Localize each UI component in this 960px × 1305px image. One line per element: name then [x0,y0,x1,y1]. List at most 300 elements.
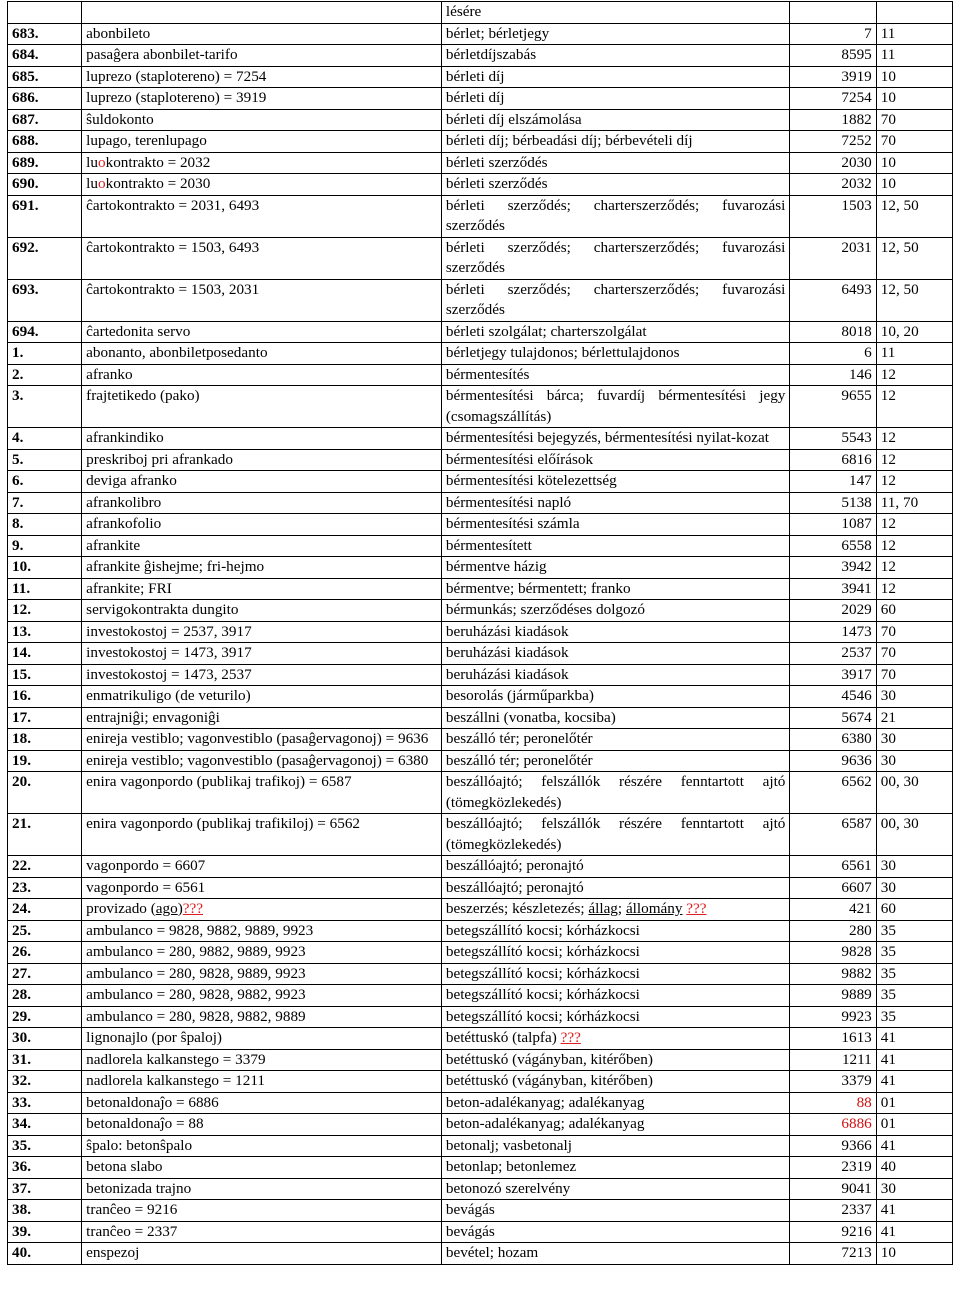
hungarian-term-text: bérmentesítési bárca; fuvardíj bérmentesítési jegy (csomagszállítás) [445,387,786,425]
category-code [876,237,952,279]
reference-number-text: 280 [848,921,872,939]
hungarian-term [441,2,790,24]
category-code [876,814,952,856]
reference-number-text: 3919 [841,67,872,85]
esperanto-term [82,643,442,665]
hungarian-term [441,1221,790,1243]
entry-number-text: 690. [12,175,39,192]
hungarian-term-segment[interactable]: ??? [686,900,707,917]
entry-number-text: 16. [12,687,31,704]
reference-number-text: 88 [856,1093,872,1111]
reference-number [790,985,876,1007]
category-code [876,1092,952,1114]
hungarian-term-text: bérletjegy tulajdonos; bérlettulajdonos [445,344,680,361]
reference-number-text: 8018 [841,322,872,340]
esperanto-term-text: vagonpordo = 6607 [86,857,206,874]
hungarian-term-text: betegszállító kocsi; kórházkocsi [445,921,640,939]
reference-number [790,343,876,365]
entry-number [8,174,82,196]
table-row [8,557,953,579]
table-row [8,920,953,942]
entry-number-text: 20. [12,773,31,790]
reference-number [790,45,876,67]
hungarian-term-text: bérletdíjszabás [445,46,537,63]
entry-number [8,45,82,67]
hungarian-term [441,899,790,921]
entry-number [8,23,82,45]
hungarian-term [441,1006,790,1028]
category-code-text: 30 [880,751,896,769]
hungarian-term-segment[interactable]: ??? [560,1029,581,1046]
table-row [8,578,953,600]
esperanto-term-text: ŝpalo: betonŝpalo [86,1136,193,1154]
reference-number [790,1157,876,1179]
esperanto-term-text: enmatrikuligo (de veturilo) [86,687,251,704]
esperanto-term-text: nadlorela kalkanstego = 3379 [86,1050,266,1068]
hungarian-term [441,428,790,450]
reference-number-text: 9366 [841,1136,872,1154]
table-row [8,237,953,279]
entry-number [8,109,82,131]
hungarian-term-text: betonozó szerelvény [445,1179,571,1197]
reference-number [790,109,876,131]
reference-number [790,279,876,321]
entry-number [8,920,82,942]
category-code [876,471,952,493]
esperanto-term [82,514,442,536]
reference-number [790,686,876,708]
esperanto-term [82,772,442,814]
reference-number [790,963,876,985]
esperanto-term [82,1049,442,1071]
category-code-text: 30 [880,687,896,704]
entry-number-text: 686. [12,89,39,106]
reference-number-text: 1087 [841,515,872,532]
reference-number-text: 6493 [841,280,872,298]
hungarian-term-text: besorolás (járműparkba) [445,687,594,704]
esperanto-term-text: betonaldonaĵo = 88 [86,1115,204,1132]
entry-number [8,686,82,708]
reference-number [790,1135,876,1157]
reference-number [790,557,876,579]
category-code-text: 35 [880,964,896,982]
esperanto-term-text: afrankite ĝishejme; fri-hejmo [86,558,265,575]
reference-number [790,428,876,450]
hungarian-term-text: betegszállító kocsi; kórházkocsi [445,1007,640,1025]
esperanto-term-text: ambulanco = 280, 9882, 9889, 9923 [86,943,306,960]
table-row [8,152,953,174]
category-code [876,1157,952,1179]
esperanto-term [82,109,442,131]
category-code-text: 60 [880,900,896,917]
hungarian-term [441,152,790,174]
reference-number-text: 7252 [841,132,872,149]
hungarian-term [441,23,790,45]
reference-number-text: 8595 [841,46,872,63]
entry-number-text: 28. [12,986,31,1003]
hungarian-term-segment[interactable]: állomány [625,900,683,917]
table-row [8,1178,953,1200]
reference-number [790,729,876,751]
hungarian-term [441,686,790,708]
category-code-text: 41 [880,1050,896,1068]
esperanto-term [82,174,442,196]
esperanto-term [82,1200,442,1222]
table-row [8,23,953,45]
reference-number-text: 9041 [841,1179,872,1197]
table-row [8,279,953,321]
reference-number [790,386,876,428]
esperanto-term [82,386,442,428]
esperanto-term-text: luprezo (staplotereno) = 3919 [86,89,267,106]
esperanto-term [82,963,442,985]
entry-number-text: 22. [12,857,31,874]
esperanto-term [82,1114,442,1136]
esperanto-term [82,1071,442,1093]
table-row [8,428,953,450]
hungarian-term-text: beszálló tér; peronelőtér [445,751,593,769]
esperanto-term-text: enira vagonpordo (publikaj trafikoj) = 6587 [86,773,352,790]
esperanto-term [82,428,442,450]
category-code-text: 11 [880,344,896,361]
reference-number [790,237,876,279]
hungarian-term-text: bérmentesítési kötelezettség [445,472,617,489]
reference-number-text: 3917 [841,665,872,683]
esperanto-term-text: enira vagonpordo (publikaj trafikiloj) = 6562 [86,815,361,832]
entry-number-text: 6. [12,472,24,489]
category-code [876,750,952,772]
entry-number-text: 11. [12,579,31,597]
category-code [876,2,952,24]
hungarian-term-text: bérmentesítési számla [445,515,580,532]
reference-number [790,707,876,729]
reference-number-text: 9216 [841,1222,872,1240]
reference-number [790,321,876,343]
hungarian-term-text: bérleti szerződés; charterszerződés; fuvarozási szerződés [445,196,786,234]
entry-number-text: 35. [12,1136,31,1154]
hungarian-term-text: beszállóajtó; peronajtó [445,857,584,874]
category-code [876,1200,952,1222]
entry-number [8,942,82,964]
hungarian-term-text: bérlet; bérletjegy [445,24,550,42]
hungarian-term [441,1157,790,1179]
category-code [876,386,952,428]
category-code-text: 10 [880,175,896,192]
hungarian-term [441,174,790,196]
reference-number [790,2,876,24]
table-row [8,449,953,471]
category-code [876,600,952,622]
hungarian-term [441,557,790,579]
hungarian-term [441,707,790,729]
reference-number [790,535,876,557]
hungarian-term [441,514,790,536]
table-row [8,45,953,67]
esperanto-term [82,814,442,856]
category-code-text: 12 [880,579,896,597]
esperanto-term-text: ĉartedonita servo [86,322,191,340]
esperanto-term-text: betonaldonaĵo = 6886 [86,1093,219,1111]
category-code-text: 10 [880,153,896,171]
table-row [8,963,953,985]
hungarian-term-text: betéttuskó (vágányban, kitérőben) [445,1050,653,1068]
category-code-text: 70 [880,644,896,661]
hungarian-term-text: bérmentesítési bejegyzés, bérmentesítési nyilat-kozat [445,429,769,446]
category-code-text: 01 [880,1093,896,1111]
esperanto-term [82,471,442,493]
hungarian-term [441,88,790,110]
hungarian-term [441,364,790,386]
hungarian-term-segment[interactable]: állag [588,900,618,917]
hungarian-term [441,1114,790,1136]
esperanto-term-text: afrankindiko [86,429,164,446]
esperanto-term-text: tranĉeo = 2337 [86,1222,178,1240]
esperanto-term-segment: provizado ( [86,900,156,917]
category-code [876,109,952,131]
table-row [8,195,953,237]
table-row [8,1028,953,1050]
category-code-text: 01 [880,1115,896,1132]
table-row [8,686,953,708]
esperanto-term [82,492,442,514]
category-code-text: 10 [880,67,896,85]
table-row [8,1114,953,1136]
category-code-text: 12 [880,515,896,532]
entry-number-text: 32. [12,1072,31,1089]
reference-number-text: 421 [848,900,872,917]
esperanto-term [82,45,442,67]
entry-number [8,985,82,1007]
reference-number-text: 2319 [841,1158,872,1175]
hungarian-term [441,856,790,878]
table-row [8,750,953,772]
esperanto-term-segment[interactable]: ??? [182,900,203,917]
reference-number [790,1006,876,1028]
esperanto-term-segment: o [98,153,106,171]
hungarian-term-text: bérleti díj elszámolása [445,110,582,128]
category-code-text: 12 [880,558,896,575]
reference-number-text: 9828 [841,943,872,960]
entry-number [8,131,82,153]
entry-number-text: 2. [12,365,24,383]
esperanto-term [82,1221,442,1243]
category-code-text: 35 [880,1007,896,1025]
entry-number-text: 40. [12,1244,31,1261]
esperanto-term-segment: lu [86,153,98,171]
entry-number [8,557,82,579]
reference-number [790,1071,876,1093]
category-code-text: 12 [880,429,896,446]
category-code-text: 41 [880,1222,896,1240]
category-code [876,1006,952,1028]
esperanto-term-text: afrankite; FRI [86,579,172,597]
table-row [8,386,953,428]
reference-number [790,814,876,856]
reference-number [790,899,876,921]
category-code-text: 21 [880,708,896,726]
esperanto-term [82,942,442,964]
table-row [8,1006,953,1028]
category-code [876,557,952,579]
reference-number-text: 2029 [841,601,872,618]
reference-number [790,750,876,772]
reference-number-text: 6558 [841,536,872,554]
reference-number [790,23,876,45]
table-row [8,985,953,1007]
esperanto-term-text: afrankite [86,536,141,554]
entry-number-text: 25. [12,921,31,939]
esperanto-term-text: frajtetikedo (pako) [86,387,200,404]
entry-number-text: 4. [12,429,24,446]
hungarian-term-text: beruházási kiadások [445,665,569,683]
reference-number-text: 146 [848,365,872,383]
esperanto-term [82,557,442,579]
hungarian-term-text: betonalj; vasbetonalj [445,1136,572,1154]
esperanto-term [82,578,442,600]
reference-number-text: 6561 [841,857,872,874]
category-code [876,1135,952,1157]
entry-number-text: 14. [12,644,31,661]
entry-number [8,963,82,985]
category-code [876,1221,952,1243]
esperanto-term-text: abonanto, abonbiletposedanto [86,344,268,361]
reference-number-text: 6562 [841,773,872,790]
esperanto-term [82,1006,442,1028]
entry-number [8,1200,82,1222]
reference-number [790,1092,876,1114]
esperanto-term [82,279,442,321]
esperanto-term [82,449,442,471]
esperanto-term-segment: kontrakto = 2032 [105,153,211,171]
entry-number-text: 694. [12,322,39,340]
category-code [876,88,952,110]
entry-number [8,492,82,514]
hungarian-term [441,814,790,856]
table-row [8,942,953,964]
hungarian-term-text: bérmentve; bérmentett; franko [445,579,631,597]
table-row [8,321,953,343]
reference-number-text: 1882 [841,110,872,128]
hungarian-term-text: bérleti díj; bérbeadási díj; bérbevételi díj [445,132,693,149]
hungarian-term [441,237,790,279]
entry-number [8,621,82,643]
esperanto-term-text: investokostoj = 2537, 3917 [86,622,252,640]
hungarian-term [441,772,790,814]
entry-number [8,814,82,856]
hungarian-term [441,729,790,751]
esperanto-term-text: ŝuldokonto [86,110,154,128]
esperanto-term-text: lignonajlo (por ŝpaloj) [86,1029,222,1046]
entry-number [8,449,82,471]
reference-number [790,364,876,386]
esperanto-term [82,364,442,386]
entry-number [8,152,82,174]
entry-number [8,2,82,24]
category-code [876,1049,952,1071]
hungarian-term [441,643,790,665]
category-code [876,45,952,67]
esperanto-term [82,195,442,237]
entry-number [8,1178,82,1200]
entry-number-text: 17. [12,708,31,726]
reference-number-text: 4546 [841,687,872,704]
entry-number [8,535,82,557]
entry-number [8,343,82,365]
reference-number-text: 5674 [841,708,872,726]
category-code [876,686,952,708]
entry-number [8,1071,82,1093]
hungarian-term-text: bérmentesítés [445,365,530,383]
esperanto-term-text: deviga afranko [86,472,177,489]
entry-number [8,707,82,729]
entry-number [8,1028,82,1050]
table-row [8,514,953,536]
category-code-text: 12 [880,472,896,489]
esperanto-term-text: tranĉeo = 9216 [86,1201,178,1218]
category-code [876,279,952,321]
category-code-text: 10 [880,89,896,106]
reference-number-text: 5543 [841,429,872,446]
entry-number [8,856,82,878]
hungarian-term [441,877,790,899]
entry-number [8,899,82,921]
entry-number-text: 29. [12,1007,31,1025]
hungarian-term [441,578,790,600]
table-row [8,856,953,878]
table-row [8,535,953,557]
category-code-text: 41 [880,1072,896,1089]
category-code-text: 41 [880,1201,896,1218]
esperanto-term-text: luprezo (staplotereno) = 7254 [86,67,267,85]
category-code [876,643,952,665]
esperanto-term-text: investokostoj = 1473, 3917 [86,644,252,661]
esperanto-term-text: enspezoj [86,1244,140,1261]
esperanto-term [82,131,442,153]
hungarian-term [441,471,790,493]
esperanto-term [82,920,442,942]
hungarian-term-text: beszállóajtó; peronajtó [445,878,584,896]
esperanto-term-text: lupago, terenlupago [86,132,207,149]
esperanto-term-text: enireja vestiblo; vagonvestiblo (pasaĝervagonoj) = 9636 [86,730,429,747]
esperanto-term-segment[interactable]: ago [155,900,178,917]
hungarian-term [441,492,790,514]
reference-number-text: 7 [864,24,872,42]
table-row [8,1243,953,1265]
reference-number [790,772,876,814]
esperanto-term-text: abonbileto [86,24,151,42]
category-code-text: 00, 30 [880,815,919,832]
entry-number-text: 26. [12,943,31,960]
table-row [8,621,953,643]
reference-number [790,195,876,237]
table-row [8,471,953,493]
category-code-text: 00, 30 [880,773,919,790]
esperanto-term [82,729,442,751]
table-row [8,1135,953,1157]
entry-number [8,643,82,665]
esperanto-term [82,664,442,686]
hungarian-term-text: beruházási kiadások [445,622,569,640]
category-code-text: 10 [880,1244,896,1261]
table-row [8,174,953,196]
esperanto-term-text: preskriboj pri afrankado [86,450,233,468]
hungarian-term [441,920,790,942]
hungarian-term-text: betéttuskó (vágányban, kitérőben) [445,1072,653,1089]
esperanto-term-text: ĉartokontrakto = 1503, 2031 [86,280,260,298]
hungarian-term [441,109,790,131]
category-code-text: 35 [880,986,896,1003]
category-code [876,492,952,514]
